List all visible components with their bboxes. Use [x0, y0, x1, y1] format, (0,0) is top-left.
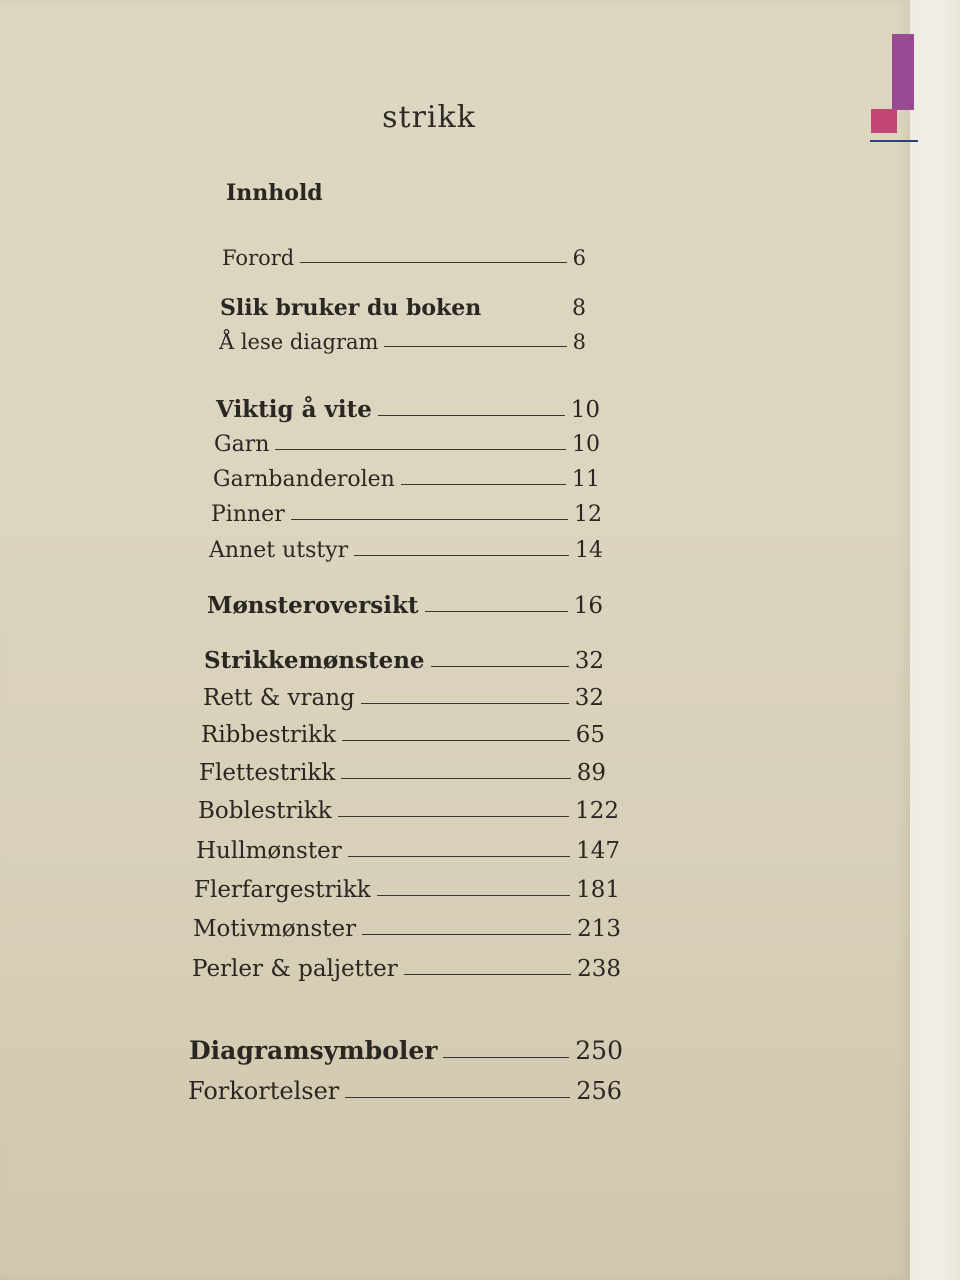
toc-entry-label: Annet utstyr: [209, 538, 349, 563]
toc-entry-page: 147: [576, 838, 620, 864]
toc-entry-page: 89: [576, 760, 606, 786]
toc-entry-page: 8: [572, 296, 586, 321]
toc-leader-line: [425, 611, 568, 612]
toc-leader-line: [342, 740, 570, 741]
toc-leader-line: [341, 778, 570, 779]
toc-entry: [207, 592, 603, 619]
pink-accent-square: [871, 109, 897, 133]
toc-entry: [222, 246, 586, 270]
toc-entry-label: Rett & vrang: [203, 685, 355, 711]
toc-entry-label: Diagramsymboler: [189, 1036, 438, 1065]
toc-entry-label: Perler & paljetter: [192, 956, 398, 982]
toc-entry-label: Forkortelser: [188, 1077, 340, 1105]
toc-leader-line: [291, 519, 568, 520]
toc-leader-line: [275, 449, 566, 450]
toc-leader-line: [401, 484, 566, 485]
toc-entry-label: Flerfargestrikk: [194, 877, 371, 903]
toc-leader-line: [378, 415, 565, 416]
toc-entry-page: 10: [572, 432, 600, 457]
toc-entry-page: 238: [577, 956, 621, 982]
toc-entry-page: 10: [570, 397, 600, 423]
toc-entry-page: 32: [574, 648, 604, 674]
toc-entry: [201, 722, 605, 748]
toc-entry: [199, 760, 606, 786]
toc-entry-label: Flettestrikk: [199, 760, 336, 786]
navy-accent-line: [870, 140, 918, 142]
toc-entry-label: Hullmønster: [196, 838, 342, 864]
toc-entry: [198, 798, 619, 824]
purple-accent-bar: [892, 34, 914, 110]
toc-leader-line: [348, 856, 570, 857]
toc-heading: Innhold: [226, 180, 323, 206]
toc-entry: [213, 467, 600, 492]
toc-entry-page: 65: [575, 722, 605, 748]
toc-entry-label: Boblestrikk: [198, 798, 332, 824]
toc-entry-label: Pinner: [211, 502, 285, 527]
toc-entry: [219, 330, 586, 354]
toc-entry: [189, 1036, 623, 1065]
toc-leader-line: [300, 262, 566, 263]
toc-entry-page: 6: [572, 246, 586, 270]
toc-entry-page: 14: [575, 538, 603, 563]
toc-entry-page: 122: [575, 798, 619, 824]
toc-leader-line: [338, 816, 569, 817]
toc-entry: [196, 838, 620, 864]
toc-entry-label: Slik bruker du boken: [220, 295, 482, 321]
toc-entry-page: 256: [576, 1077, 622, 1105]
toc-entry-page: 8: [572, 330, 586, 354]
toc-entry: [192, 956, 621, 982]
toc-leader-line: [443, 1057, 569, 1058]
toc-entry: [211, 502, 602, 527]
toc-entry-label: Ribbestrikk: [201, 722, 337, 748]
toc-entry: [194, 877, 620, 903]
toc-leader-line: [354, 555, 569, 556]
toc-leader-line: [345, 1097, 570, 1098]
toc-entry-page: 181: [576, 877, 620, 903]
toc-entry-label: Forord: [222, 246, 295, 270]
toc-entry-label: Strikkemønstene: [204, 647, 425, 674]
toc-entry-page: 11: [572, 467, 600, 492]
toc-entry: [204, 647, 604, 674]
book-title: strikk: [382, 100, 476, 135]
toc-leader-line: [404, 974, 571, 975]
toc-entry-page: 250: [575, 1036, 623, 1065]
page-edge: [910, 0, 960, 1280]
toc-entry-page: 12: [574, 502, 602, 527]
toc-entry-label: Mønsteroversikt: [207, 592, 419, 619]
toc-entry: [214, 432, 600, 457]
toc-entry-label: Garn: [214, 432, 270, 457]
toc-entry-label: Viktig å vite: [216, 396, 372, 423]
toc-entry-page: 213: [577, 916, 621, 942]
toc-leader-line: [384, 346, 566, 347]
toc-entry-label: Garnbanderolen: [213, 467, 395, 492]
toc-entry-label: Motivmønster: [193, 916, 357, 942]
toc-leader-line: [431, 666, 569, 667]
toc-leader-line: [362, 934, 571, 935]
toc-entry: [220, 295, 586, 321]
toc-leader-line: [377, 895, 570, 896]
toc-entry-page: 16: [573, 593, 603, 619]
toc-entry: [209, 538, 603, 563]
toc-entry: [203, 685, 604, 711]
toc-entry: [216, 396, 600, 423]
toc-entry-page: 32: [574, 685, 604, 711]
toc-leader-line: [361, 703, 569, 704]
toc-entry: [193, 916, 621, 942]
toc-entry-label: Å lese diagram: [219, 330, 379, 354]
toc-entry: [188, 1077, 622, 1105]
